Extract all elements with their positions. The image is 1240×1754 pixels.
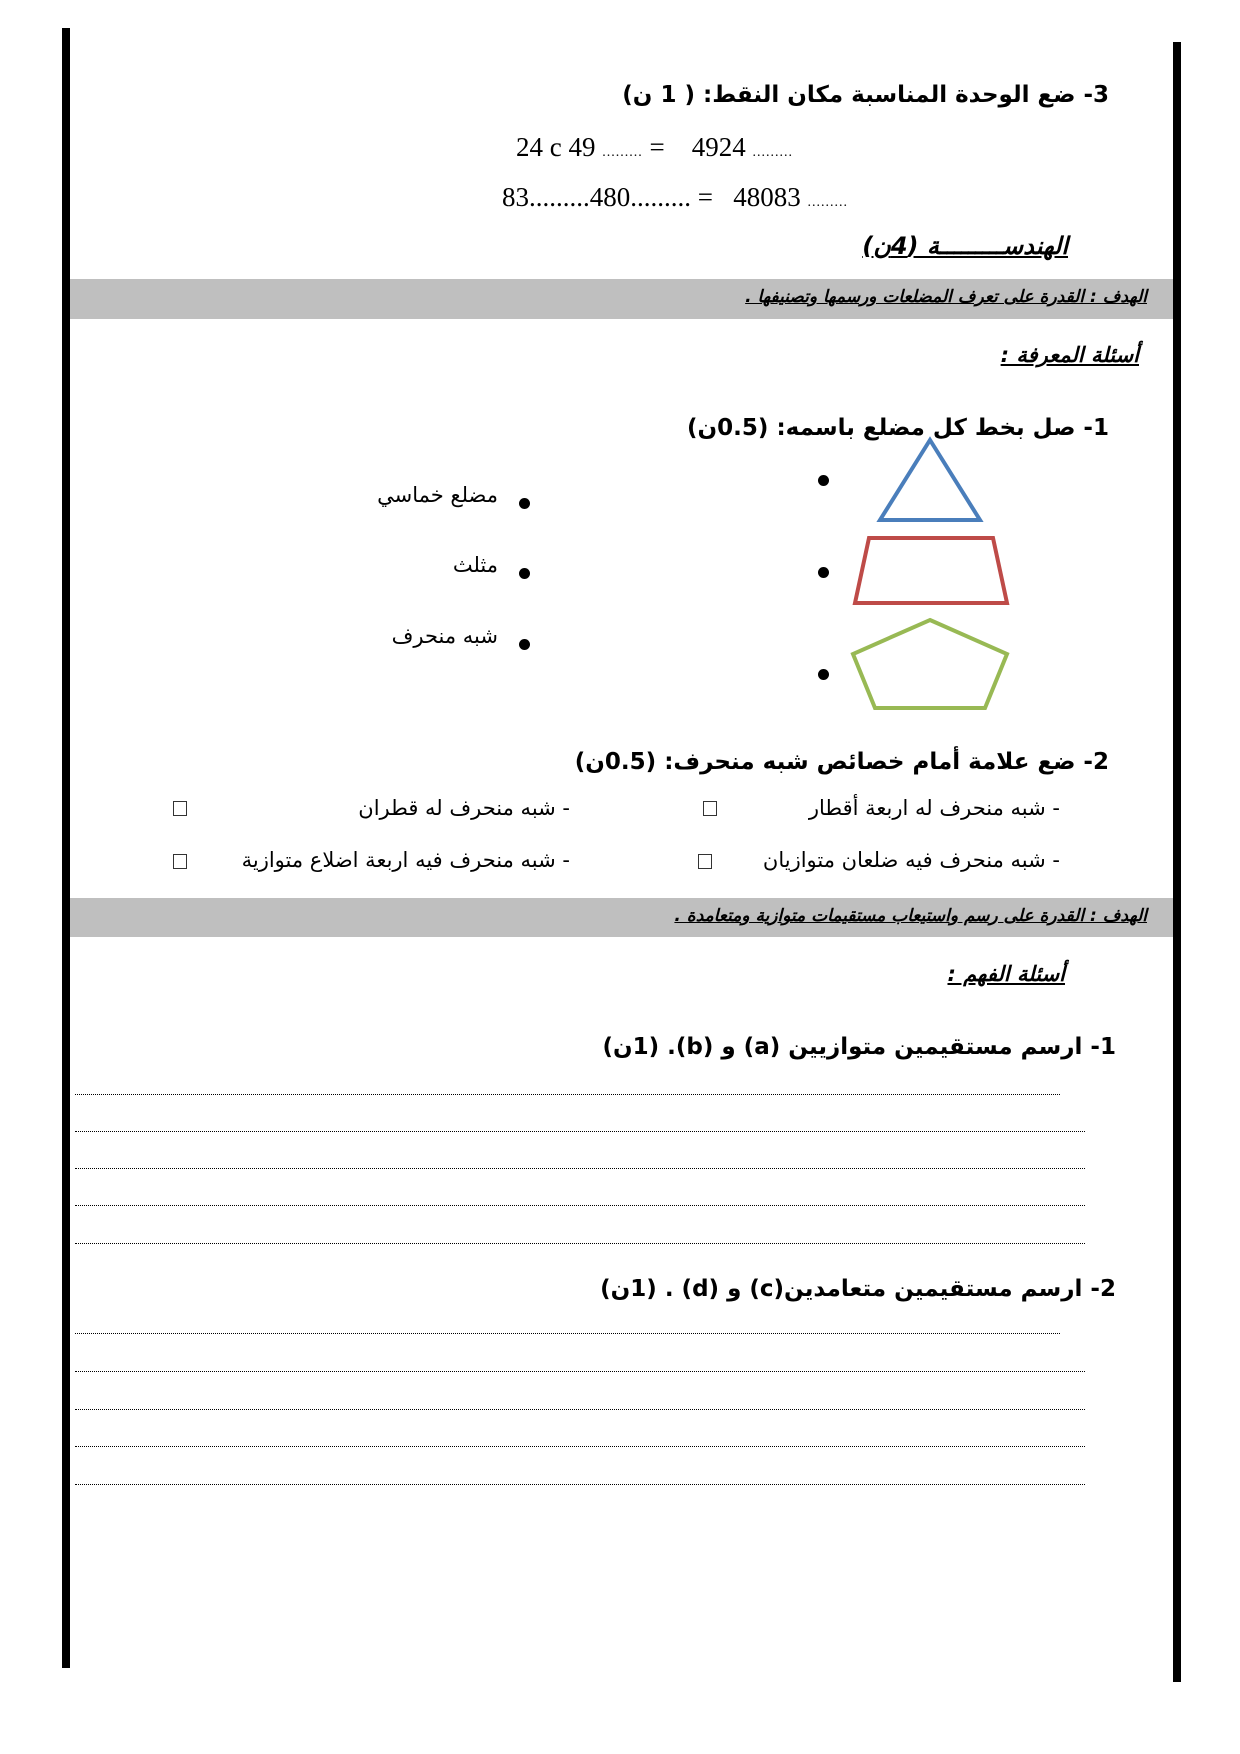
understanding-q1-title: 1- ارسم مستقيمين متوازيين (a) و (b). (1ن) (602, 1034, 1116, 1060)
shape-bullet-2[interactable] (818, 567, 829, 578)
q3-row1-lhs-dots[interactable]: ......... (602, 145, 643, 160)
checkbox-two-parallel-sides[interactable] (698, 854, 712, 869)
pentagon-icon[interactable] (853, 620, 1007, 708)
answer-line-q2-4[interactable] (75, 1446, 1085, 1447)
answer-line-q2-5[interactable] (75, 1484, 1085, 1485)
shape-bullet-3[interactable] (818, 669, 829, 680)
q3-row2-rhs: 48083 (733, 182, 801, 212)
name-bullet-1[interactable] (519, 498, 530, 509)
answer-line-q2-3[interactable] (75, 1409, 1085, 1410)
q3-row2 (502, 182, 848, 213)
right-border (1173, 42, 1181, 1682)
answer-line-q1-2[interactable] (75, 1131, 1085, 1132)
q3-row2-lhs[interactable]: 83.........480......... (502, 182, 691, 212)
answer-line-q2-1[interactable] (75, 1333, 1060, 1334)
q3-row2-eq: = (697, 182, 713, 212)
q3-row1 (516, 132, 793, 163)
shape-bullet-1[interactable] (818, 475, 829, 486)
knowledge-title: أسئلة المعرفة : (1000, 343, 1139, 367)
understanding-title: أسئلة الفهم : (947, 962, 1065, 986)
q3-row2-rhs-dots[interactable]: ......... (807, 195, 848, 210)
triangle-icon[interactable] (880, 440, 980, 520)
answer-line-q1-1[interactable] (75, 1094, 1060, 1095)
name-bullet-3[interactable] (519, 639, 530, 650)
answer-line-q1-4[interactable] (75, 1205, 1085, 1206)
answer-line-q2-2[interactable] (75, 1371, 1085, 1372)
goal-band-1 (70, 279, 1173, 319)
q3-row1-eq: = (649, 132, 665, 162)
name-bullet-2[interactable] (519, 568, 530, 579)
name-label-trapezoid: شبه منحرف (391, 624, 498, 648)
answer-line-q1-5[interactable] (75, 1243, 1085, 1244)
name-label-triangle: مثلث (452, 553, 498, 577)
checkbox-two-diagonals[interactable] (173, 801, 187, 816)
understanding-q2-title: 2- ارسم مستقيمين متعامدين(c) و (d) . (1ن) (600, 1276, 1116, 1302)
left-border (62, 28, 70, 1668)
option-four-parallel-sides: - شبه منحرف فيه اربعة اضلاع متوازية (241, 848, 570, 872)
goal-1-text: الهدف : القدرة على تعرف المضلعات ورسمها وتصنيفها . (745, 287, 1147, 307)
option-two-parallel-sides: - شبه منحرف فيه ضلعان متوازيان (762, 848, 1060, 872)
shapes-group (840, 430, 1020, 720)
option-four-diagonals: - شبه منحرف له اربعة أقطار (808, 796, 1060, 820)
q3-row1-lhs: 24 c 49 (516, 132, 596, 162)
option-two-diagonals: - شبه منحرف له قطران (358, 796, 570, 820)
q3-row1-rhs: 4924 (691, 132, 746, 162)
knowledge-q1-title: 1- صل بخط كل مضلع باسمه: (0.5ن) (687, 415, 1109, 441)
checkbox-four-diagonals[interactable] (703, 801, 717, 816)
knowledge-q2-title: 2- ضع علامة أمام خصائص شبه منحرف: (0.5ن) (574, 749, 1109, 775)
name-label-pentagon: مضلع خماسي (377, 483, 498, 507)
goal-band-2 (70, 898, 1173, 937)
trapezoid-icon[interactable] (855, 538, 1007, 603)
checkbox-four-parallel-sides[interactable] (173, 854, 187, 869)
geometry-title: الهندســـــــــة (4ن) (862, 232, 1068, 260)
goal-2-text: الهدف : القدرة على رسم واستيعاب مستقيمات متوازية ومتعامدة . (674, 906, 1147, 926)
answer-line-q1-3[interactable] (75, 1168, 1085, 1169)
q3-title: 3- ضع الوحدة المناسبة مكان النقط: ( 1 ن) (622, 82, 1109, 108)
q3-row1-rhs-dots[interactable]: ......... (752, 145, 793, 160)
